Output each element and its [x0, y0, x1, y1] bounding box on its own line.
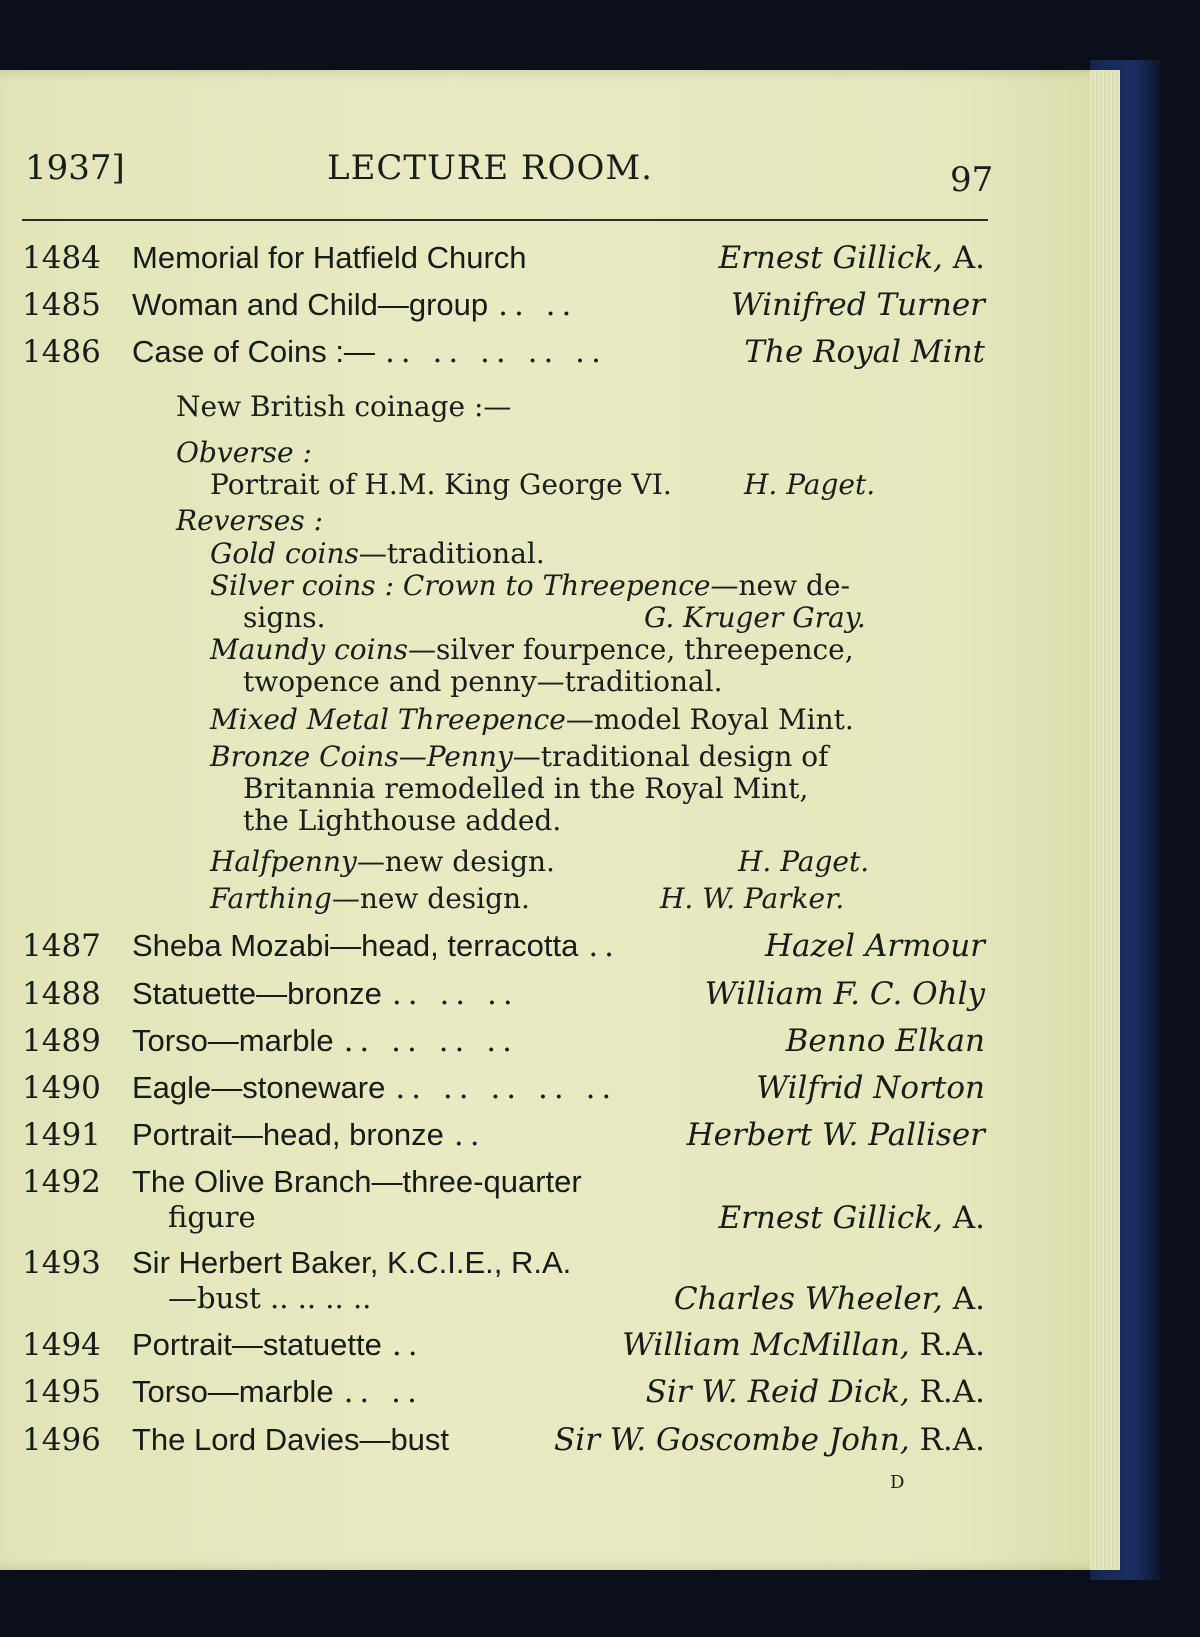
entry-number: 1494 — [22, 1327, 101, 1363]
catalogue-entry — [0, 976, 1000, 1016]
bronze-coins-line: Bronze Coins—Penny—traditional design of — [210, 740, 829, 773]
page-leaves — [1090, 70, 1120, 1570]
bronze-coins-cont2: the Lighthouse added. — [243, 804, 562, 837]
silver-coins-artist: G. Kruger Gray. — [644, 601, 866, 634]
catalogue-entry — [0, 1117, 1000, 1157]
entry-number: 1484 — [22, 240, 101, 276]
catalogue-entry — [0, 928, 1000, 968]
entry-number: 1488 — [22, 976, 101, 1012]
entry-number: 1487 — [22, 928, 101, 964]
entry-artist: Winifred Turner — [730, 287, 985, 323]
silver-coins-line: Silver coins : Crown to Threepence—new de- — [210, 569, 850, 602]
entry-number: 1491 — [22, 1117, 101, 1153]
entry-artist: Herbert W. Palliser — [686, 1117, 985, 1153]
entry-artist: The Royal Mint — [744, 334, 985, 370]
entry-title: Portrait—statuette .. — [132, 1327, 424, 1363]
entry-artist: William F. C. Ohly — [704, 976, 985, 1012]
entry-number: 1495 — [22, 1374, 101, 1410]
farthing-artist: H. W. Parker. — [660, 882, 845, 915]
entry-number: 1486 — [22, 334, 101, 370]
maundy-coins-line: Maundy coins—silver fourpence, threepence, — [210, 633, 854, 666]
entry-title: The Lord Davies—bust — [132, 1422, 450, 1457]
halfpenny-artist: H. Paget. — [738, 845, 870, 878]
entry-number: 1485 — [22, 287, 101, 323]
obverse-text: Portrait of H.M. King George VI. — [210, 468, 672, 501]
entry-artist: William McMillan, R.A. — [622, 1327, 985, 1363]
entry-number: 1496 — [22, 1422, 101, 1458]
entry-title: Portrait—head, bronze .. — [132, 1117, 486, 1153]
entry-title: Eagle—stoneware .. .. .. .. .. — [132, 1070, 618, 1106]
catalogue-entry — [0, 1245, 1000, 1325]
silver-coins-cont: signs. — [243, 601, 326, 634]
entry-number: 1489 — [22, 1023, 101, 1059]
coins-intro: New British coinage :— — [176, 390, 512, 423]
running-head-title: LECTURE ROOM. — [327, 148, 653, 188]
entry-artist: Wilfrid Norton — [756, 1070, 985, 1106]
entry-artist: Hazel Armour — [764, 928, 985, 964]
entry-title: Torso—marble .. .. — [132, 1374, 423, 1410]
entry-title: Torso—marble .. .. .. .. — [132, 1023, 518, 1059]
catalogue-entry — [0, 1327, 1000, 1367]
mixed-metal-line: Mixed Metal Threepence—model Royal Mint. — [210, 703, 854, 736]
entry-artist: Benno Elkan — [785, 1023, 985, 1059]
entry-artist: Ernest Gillick, A. — [718, 240, 985, 276]
obverse-label: Obverse : — [176, 436, 312, 469]
header-rule — [22, 219, 988, 221]
maundy-coins-cont: twopence and penny—traditional. — [243, 665, 723, 698]
entry-title-cont: figure — [168, 1200, 256, 1234]
catalogue-entry — [0, 1070, 1000, 1110]
entry-title: Statuette—bronze .. .. .. — [132, 976, 519, 1012]
halfpenny-line: Halfpenny—new design. — [210, 845, 555, 878]
entry-title: Woman and Child—group .. .. — [132, 287, 578, 323]
entry-title: Case of Coins :— .. .. .. .. .. — [132, 334, 607, 370]
entry-title: Memorial for Hatfield Church — [132, 240, 527, 275]
entry-title: Sir Herbert Baker, K.C.I.E., R.A. — [132, 1245, 572, 1280]
bronze-coins-cont1: Britannia remodelled in the Royal Mint, — [243, 772, 809, 805]
catalogue-entry — [0, 1422, 1000, 1462]
entry-artist: Sir W. Reid Dick, R.A. — [645, 1374, 985, 1410]
farthing-line: Farthing—new design. — [210, 882, 530, 915]
entry-title: The Olive Branch—three-quarter — [132, 1164, 582, 1199]
running-head-year: 1937] — [25, 148, 125, 188]
obverse-artist: H. Paget. — [744, 468, 876, 501]
catalogue-entry — [0, 1374, 1000, 1414]
entry-number: 1493 — [22, 1245, 101, 1281]
entry-number: 1492 — [22, 1164, 101, 1200]
entry-title-cont: —bust .. .. .. .. — [168, 1281, 372, 1315]
entry-title: Sheba Mozabi—head, terracotta .. — [132, 928, 621, 964]
catalogue-entry — [0, 1164, 1000, 1244]
entry-number: 1490 — [22, 1070, 101, 1106]
entry-artist: Ernest Gillick, A. — [718, 1200, 985, 1236]
gold-coins-line: Gold coins—traditional. — [210, 537, 545, 570]
reverses-label: Reverses : — [176, 504, 324, 537]
signature-mark: D — [890, 1472, 905, 1493]
entry-artist: Charles Wheeler, A. — [673, 1281, 985, 1317]
catalogue-entry — [0, 240, 1000, 280]
catalogue-entry — [0, 287, 1000, 327]
catalogue-entry — [0, 1023, 1000, 1063]
page-number: 97 — [950, 160, 994, 200]
entry-artist: Sir W. Goscombe John, R.A. — [554, 1422, 985, 1458]
catalogue-entry — [0, 334, 1000, 374]
